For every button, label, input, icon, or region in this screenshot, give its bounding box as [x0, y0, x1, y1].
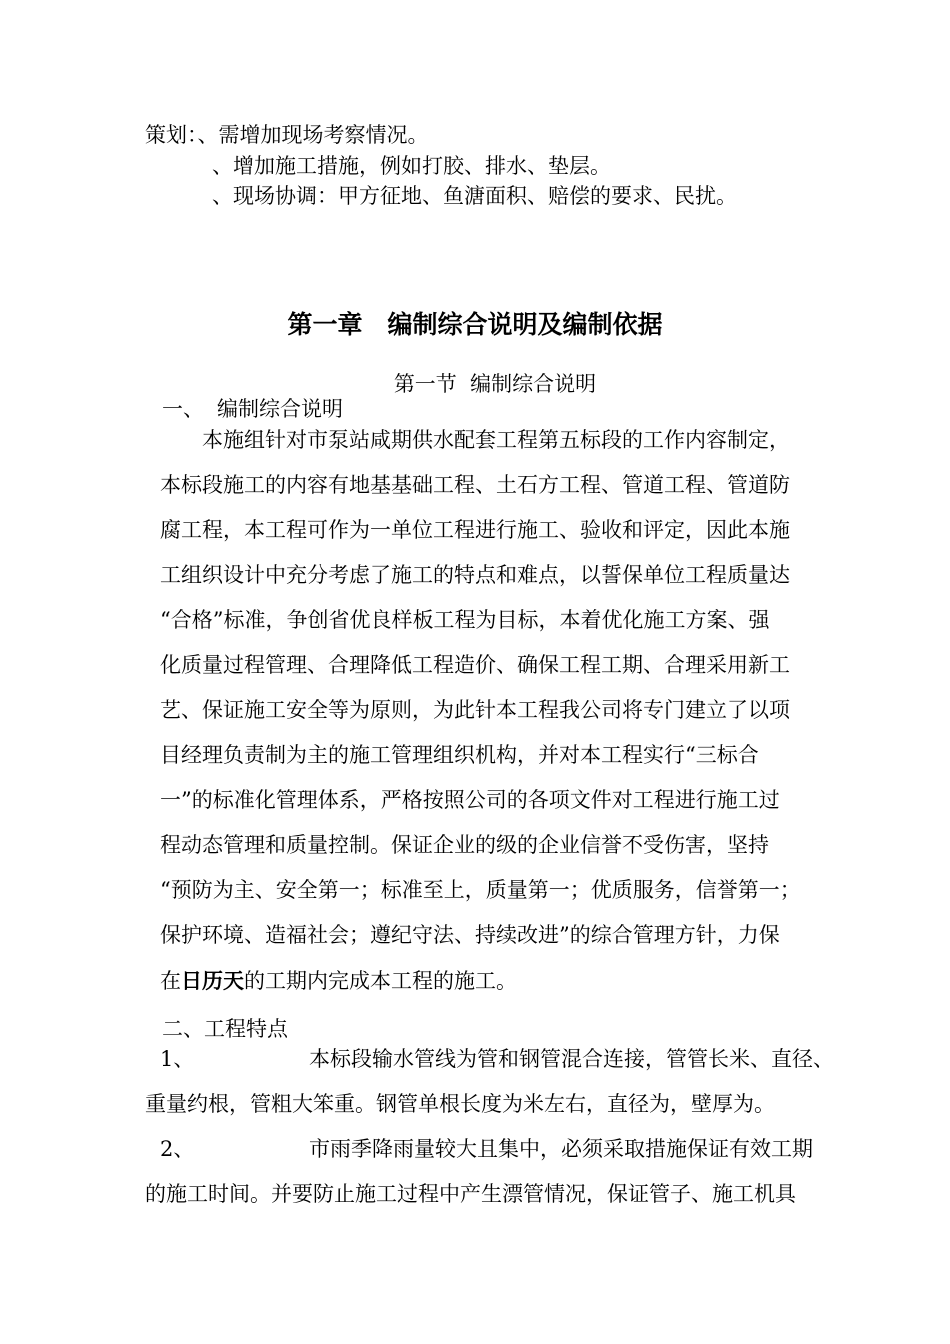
- body-line: 本标段施工的内容有地基基础工程、土石方工程、管道工程、管道防: [160, 473, 790, 497]
- last-line-post: 的工期内完成本工程的施工。: [244, 969, 517, 993]
- body-paragraph: [160, 430, 850, 1015]
- body-line: “预防为主、安全第一；标准至上，质量第一；优质服务，信誉第一；: [160, 878, 801, 902]
- item-2-number: 2、: [160, 1137, 195, 1161]
- section-title: 第一节 编制综合说明: [393, 372, 597, 396]
- item-1-text: 本标段输水管线为管和钢管混合连接，管管长米、直径、: [309, 1047, 834, 1071]
- subheading-1-label: 编制综合说明: [217, 397, 343, 421]
- subheading-1-number: 一、: [162, 397, 204, 421]
- item-2-continuation: 的施工时间。并要防止施工过程中产生漂管情况，保证管子、施工机具: [145, 1182, 796, 1206]
- last-line-pre: 在: [160, 969, 181, 993]
- body-line: 程动态管理和质量控制。保证企业的级的企业信誉不受伤害，坚持: [160, 833, 769, 857]
- body-line: 化质量过程管理、合理降低工程造价、确保工程工期、合理采用新工: [160, 653, 790, 677]
- item-1-number: 1、: [160, 1047, 195, 1071]
- body-line: 工组织设计中充分考虑了施工的特点和难点，以誓保单位工程质量达: [160, 563, 790, 587]
- item-1-continuation: 重量约根，管粗大笨重。钢管单根长度为米左右，直径为，壁厚为。: [145, 1092, 775, 1116]
- plan-line-1: 策划：、需增加现场考察情况。: [145, 123, 429, 147]
- body-line: 艺、保证施工安全等为原则，为此针本工程我公司将专门建立了以项: [160, 698, 790, 722]
- body-line: 一”的标准化管理体系，严格按照公司的各项文件对工程进行施工过: [160, 788, 780, 812]
- plan-line-3: 、现场协调：甲方征地、鱼溏面积、赔偿的要求、民扰。: [212, 184, 737, 208]
- subheading-2: 二、工程特点: [162, 1017, 288, 1041]
- chapter-title: 第一章 编制综合说明及编制依据: [287, 310, 663, 339]
- last-line-bold: 日历天: [181, 968, 244, 993]
- item-2-text: 市雨季降雨量较大且集中，必须采取措施保证有效工期: [309, 1137, 813, 1161]
- plan-line-2: 、增加施工措施，例如打胶、排水、垫层。: [212, 154, 611, 178]
- body-line: 本施组针对市泵站咸期供水配套工程第五标段的工作内容制定，: [160, 428, 790, 452]
- body-last-line: [160, 970, 850, 1015]
- body-line: 保护环境、造福社会；遵纪守法、持续改进”的综合管理方针，力保: [160, 923, 780, 947]
- body-line: 目经理负责制为主的施工管理组织机构，并对本工程实行“三标合: [160, 743, 759, 767]
- body-line: “合格”标准，争创省优良样板工程为目标，本着优化施工方案、强: [160, 608, 770, 632]
- body-line: 腐工程，本工程可作为一单位工程进行施工、验收和评定，因此本施: [160, 518, 790, 542]
